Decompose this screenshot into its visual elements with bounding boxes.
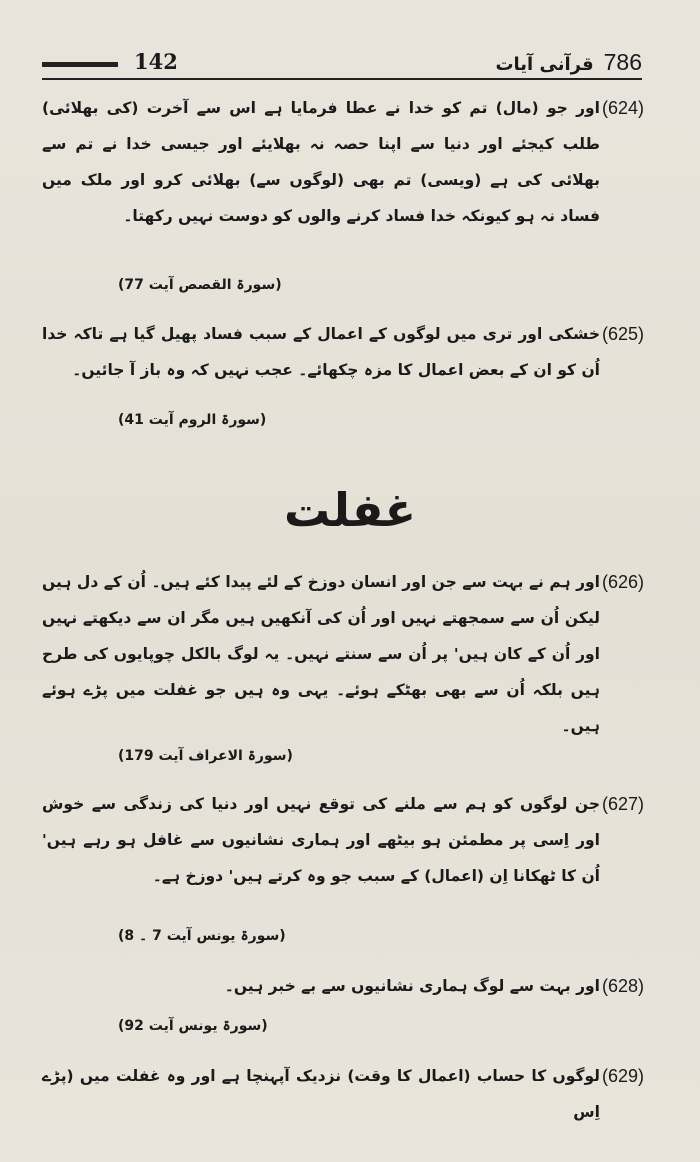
verse-reference: (سورۃ الروم آیت 41) xyxy=(118,412,267,428)
verse-number: (626) xyxy=(601,572,644,592)
secondary-page-number: 142 xyxy=(134,49,178,74)
verse-number: (628) xyxy=(601,976,644,996)
verse-628 xyxy=(42,968,700,1004)
verse-627 xyxy=(42,786,700,894)
verse-reference: (سورۃ یونس آیت 92) xyxy=(118,1018,268,1034)
verse-text: اور ہم نے بہت سے جن اور انسان دوزخ کے لئے پیدا کئے ہیں۔ اُن کے دل ہیں لیکن اُن سے سمجھتے نہیں اور اُن کی آنکھیں ہیں مگر ان سے دیکھتے نہیں اور اُن کے کان ہیں' پر اُن سے سنتے نہیں۔ یہ لوگ بالکل چوپایوں کی طرح ہیں بلکہ اُن سے بھی بھٹکے ہوئے۔ یہی وہ ہیں جو غفلت میں پڑے ہوئے ہیں۔ xyxy=(42,573,600,735)
verse-text: اور بہت سے لوگ ہماری نشانیوں سے بے خبر ہیں۔ xyxy=(224,977,600,995)
verse-number: (627) xyxy=(601,794,644,814)
verse-626 xyxy=(42,564,700,744)
verse-text: خشکی اور تری میں لوگوں کے اعمال کے سبب فساد پھیل گیا ہے تاکہ خدا اُن کو ان کے بعض اعمال کا مزہ چکھائے۔ عجب نہیں کہ وہ باز آ جائیں۔ xyxy=(42,325,600,379)
page-header xyxy=(42,38,642,80)
verse-number: (625) xyxy=(601,324,644,344)
verse-625 xyxy=(42,316,700,388)
section-heading: غفلت xyxy=(283,483,416,537)
verse-624 xyxy=(42,90,700,270)
verse-number: (624) xyxy=(601,98,644,118)
verse-text: اور جو (مال) تم کو خدا نے عطا فرمایا ہے اس سے آخرت (کی بھلائی) طلب کیجئے اور دنیا سے اپنا حصہ نہ بھلایئے اور جیسی خدا نے تم سے بھلائی کی ہے (ویسی) تم بھی (لوگوں سے) بھلائی کرو اور ملک میں فساد نہ ہو کیونکہ خدا فساد کرنے والوں کو دوست نہیں رکھتا۔ xyxy=(42,99,600,225)
page-number: 786 xyxy=(603,49,642,75)
verse-reference: (سورۃ القصص آیت 77) xyxy=(118,277,282,293)
verse-reference: (سورۃ الاعراف آیت 179) xyxy=(118,748,293,764)
running-title: قرآنی آیات xyxy=(495,54,594,75)
verse-number: (629) xyxy=(601,1066,644,1086)
verse-text: جن لوگوں کو ہم سے ملنے کی توقع نہیں اور دنیا کی زندگی سے خوش اور اِسی پر مطمئن ہو بیٹھے اور ہماری نشانیوں سے غافل ہو رہے ہیں' اُن کا ٹھکانا اِن (اعمال) کے سبب جو وہ کرتے ہیں' دوزخ ہے۔ xyxy=(42,795,600,885)
verse-629 xyxy=(42,1058,700,1121)
verse-reference: (سورۃ یونس آیت 7 ۔ 8) xyxy=(118,928,286,944)
header-decorative-bar xyxy=(42,62,118,67)
header-title-group xyxy=(495,49,642,76)
verse-text: لوگوں کا حساب (اعمال کا وقت) نزدیک آپہنچا ہے اور وہ غفلت میں (پڑے اِس xyxy=(42,1067,600,1121)
header-rule xyxy=(42,78,642,80)
